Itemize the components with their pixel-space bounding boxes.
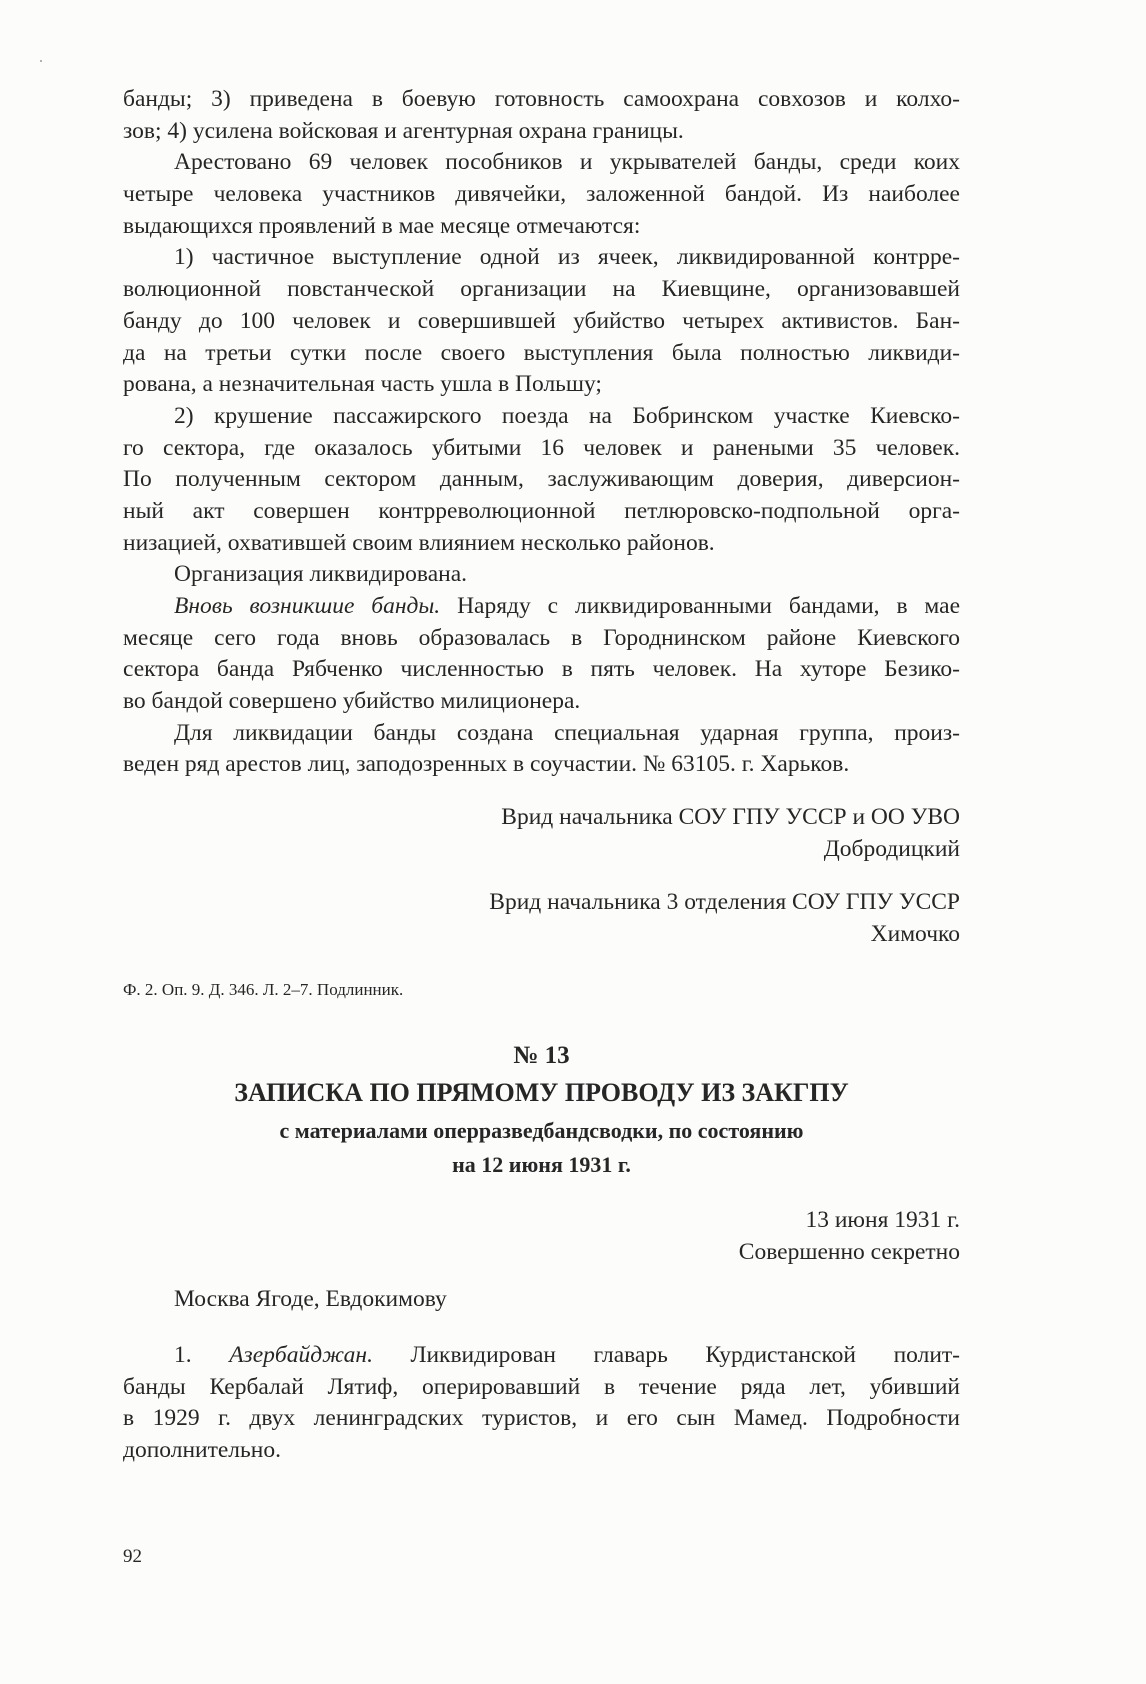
text-line: 1) частичное выступление одной из ячеек, ликвидированной контрре- bbox=[174, 244, 960, 271]
scan-speck bbox=[40, 60, 42, 62]
text-line: волюционной повстанческой организации на Киевщине, организовавшей bbox=[123, 276, 960, 303]
text-line bbox=[123, 591, 960, 623]
text-line: месяце сего года вновь образовалась в Городнинском районе Киевского bbox=[123, 624, 960, 651]
text-line: По полученным сектором данным, заслуживающим доверия, диверсион- bbox=[123, 466, 960, 493]
italic-heading: Вновь возникшие банды. bbox=[174, 593, 441, 619]
text-line: выдающихся проявлений в мае месяце отмечаются: bbox=[123, 212, 641, 239]
signature-title: Врид начальника 3 отделения СОУ ГПУ УССР bbox=[489, 889, 960, 915]
classification: Совершенно секретно bbox=[738, 1238, 960, 1265]
text-span: Наряду с ликвидированными бандами, в мае bbox=[457, 593, 960, 619]
archive-source: Ф. 2. Оп. 9. Д. 346. Л. 2–7. Подлинник. bbox=[123, 980, 404, 999]
signature-title: Врид начальника СОУ ГПУ УССР и ОО УВО bbox=[501, 804, 960, 830]
text-line: да на третьи сутки после своего выступления была полностью ликвиди- bbox=[123, 339, 960, 366]
text-line: банды; 3) приведена в боевую готовность самоохрана совхозов и колхо- bbox=[123, 86, 960, 112]
document-number: № 13 bbox=[513, 1042, 570, 1069]
text-line: рована, а незначительная часть ушла в Польшу; bbox=[123, 371, 602, 398]
document-subtitle: на 12 июня 1931 г. bbox=[452, 1151, 631, 1177]
text-line: Организация ликвидирована. bbox=[174, 561, 468, 588]
signature-name: Добродицкий bbox=[823, 835, 960, 862]
text-line: банды Кербалай Лятиф, оперировавший в течение ряда лет, убивший bbox=[123, 1373, 960, 1400]
text-line: банду до 100 человек и совершившей убийство четырех активистов. Бан- bbox=[123, 307, 960, 334]
signature-block-1 bbox=[123, 802, 960, 865]
text-line: Арестовано 69 человек пособников и укрывателей банды, среди коих bbox=[174, 149, 960, 176]
text-line: ный акт совершен контрреволюционной петлюровско-подпольной орга- bbox=[123, 497, 960, 524]
signature-name: Химочко bbox=[870, 920, 960, 947]
text-line: во бандой совершено убийство милиционера. bbox=[123, 688, 581, 715]
signature-block-2 bbox=[123, 887, 960, 950]
document-12-body bbox=[123, 84, 960, 781]
text-line: зов; 4) усилена войсковая и агентурная охрана границы. bbox=[123, 117, 684, 144]
date-block bbox=[123, 1205, 960, 1268]
text-line: дополнительно. bbox=[123, 1437, 281, 1464]
text-line: Для ликвидации банды создана специальная ударная группа, произ- bbox=[174, 719, 960, 746]
addressee: Москва Ягоде, Евдокимову bbox=[174, 1286, 447, 1312]
text-line bbox=[123, 1340, 960, 1372]
text-span: Ликвидирован главарь Курдистанской полит- bbox=[410, 1342, 960, 1368]
text-line: в 1929 г. двух ленинградских туристов, и его сын Мамед. Подробности bbox=[123, 1405, 960, 1432]
item-region: Азербайджан. bbox=[229, 1342, 373, 1368]
text-line: сектора банда Рябченко численностью в пять человек. На хуторе Безико- bbox=[123, 656, 960, 683]
text-line: веден ряд арестов лиц, заподозренных в соучастии. № 63105. г. Харьков. bbox=[123, 751, 850, 778]
text-line: 2) крушение пассажирского поезда на Бобринском участке Киевско- bbox=[174, 402, 960, 429]
page-number: 92 bbox=[123, 1546, 142, 1567]
document-subtitle: с материалами оперразведбандсводки, по состоянию bbox=[279, 1117, 804, 1143]
document-13-body bbox=[123, 1340, 960, 1467]
text-line: го сектора, где оказалось убитыми 16 человек и ранеными 35 человек. bbox=[123, 434, 960, 461]
addressee-block bbox=[123, 1284, 960, 1316]
document-13-heading bbox=[123, 1040, 960, 1182]
text-line: низацией, охватившей своим влиянием несколько районов. bbox=[123, 529, 715, 556]
text-line: четыре человека участников дивячейки, заложенной бандой. Из наиболее bbox=[123, 181, 960, 208]
document-date: 13 июня 1931 г. bbox=[805, 1207, 960, 1233]
item-number: 1. bbox=[174, 1342, 192, 1368]
document-title: ЗАПИСКА ПО ПРЯМОМУ ПРОВОДУ ИЗ ЗАКГПУ bbox=[234, 1077, 849, 1107]
